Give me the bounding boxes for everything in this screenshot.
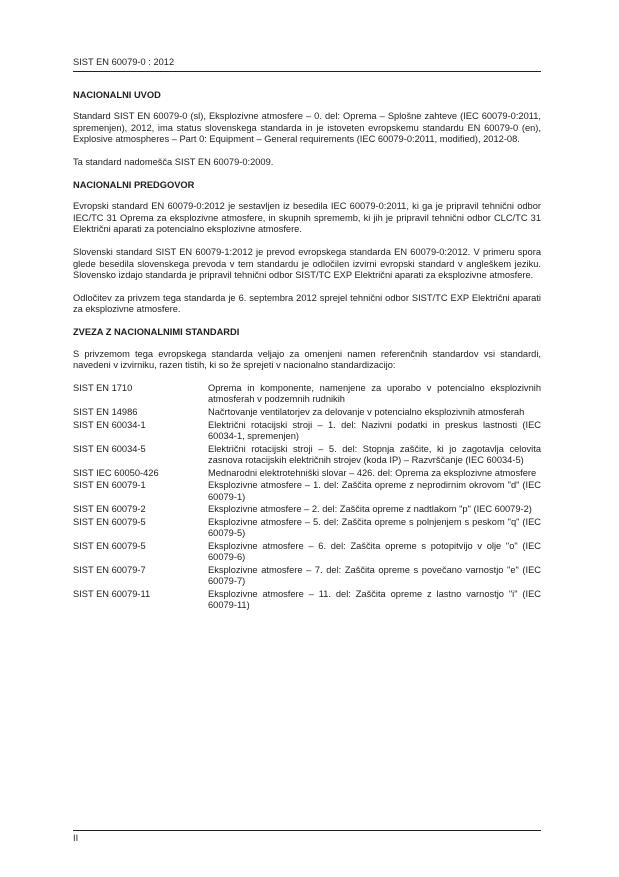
standard-code: SIST EN 1710 [73, 382, 133, 393]
paragraph: Slovenski standard SIST EN 60079-1:2012 je prevod evropskega standarda EN 60079-0:2012. V primeru spora glede besedila slovenskega prevoda v tem standardu je odločilen izvirni evropski standard v angleškem jeziku. Slovensko izdajo standarda je pripravil tehnični odbor SIST/TC EXP Električni aparati za eksplozivne atmosfere. [73, 247, 541, 280]
standard-row [73, 589, 541, 612]
standard-code: SIST EN 60079-1 [73, 480, 146, 491]
standard-description: Električni rotacijski stroji – 1. del: Nazivni podatki in preskus lastnosti (IEC 60034-1, spremenjen) [208, 419, 541, 441]
page-number: II [73, 833, 79, 843]
standard-row [73, 517, 541, 540]
standard-code: SIST EN 60079-5 [73, 540, 146, 551]
standard-code: SIST EN 60079-11 [73, 588, 151, 599]
standard-code: SIST EN 60079-7 [73, 564, 146, 575]
paragraph: Standard SIST EN 60079-0 (sl), Eksplozivne atmosfere – 0. del: Oprema – Splošne zahteve (IEC 60079-0:2011, spremenjen), 2012, ima status slovenskega standarda in je istoveten evropskemu standardu EN 60079-0 (en), Explosive atmospheres – Part 0: Equipment – General requirements (IEC 60079-0:2011, modified), 2012-08. [73, 111, 541, 145]
standard-row [73, 565, 541, 588]
standard-row [73, 504, 541, 515]
document-id: SIST EN 60079-0 : 2012 [73, 57, 541, 72]
heading-nacionalni-uvod: NACIONALNI UVOD [73, 90, 161, 100]
standard-row [73, 383, 541, 406]
standard-description: Električni rotacijski stroji – 5. del: Stopnja zaščite, ki jo zagotavlja celovita zasnova rotacijskih električnih strojev (koda IP) – Razvrščanje (IEC 60034-5) [208, 443, 541, 465]
standard-row [73, 468, 541, 479]
standard-code: SIST EN 60034-5 [73, 443, 146, 454]
heading-nacionalni-predgovor: NACIONALNI PREDGOVOR [73, 180, 195, 191]
standard-description: Eksplozivne atmosfere – 5. del: Zaščita opreme s polnjenjem s peskom "q" (IEC 60079-5) [208, 516, 541, 539]
standard-row [73, 480, 541, 503]
standard-description: Eksplozivne atmosfere – 1. del: Zaščita opreme z neprodirnim okrovom "d" (IEC 60079-1) [208, 480, 541, 502]
standards-list [73, 383, 541, 612]
standard-code: SIST EN 14986 [73, 406, 138, 417]
paragraph: S privzemom tega evropskega standarda veljajo za omenjeni namen referenčnih standardov vsi standardi, navedeni v izvirniku, razen tistih, ki so že sprejeti v nacionalno standardizacijo: [73, 348, 541, 370]
page-footer [73, 830, 541, 844]
standard-code: SIST EN 60034-1 [73, 419, 146, 430]
standard-description: Eksplozivne atmosfere – 7. del: Zaščita opreme s povečano varnostjo "e" (IEC 60079-7) [208, 564, 541, 587]
standard-row [73, 407, 541, 418]
standard-code: SIST IEC 60050-426 [73, 467, 159, 478]
standard-row [73, 444, 541, 467]
standard-description: Oprema in komponente, namenjene za uporabo v potencialno eksplozivnih atmosferah v podzemnih rudnikih [208, 382, 541, 405]
heading-zveza: ZVEZA Z NACIONALNIMI STANDARDI [73, 327, 240, 338]
paragraph: Evropski standard EN 60079-0:2012 je sestavljen iz besedila IEC 60079-0:2011, ki ga je pripravil tehnični odbor IEC/TC 31 Oprema za eksplozivne atmosfere, in skupnih sprememb, ki jih je pripravil tehnični odbor CLC/TC 31 Električni aparati za potencialno eksplozivne atmosfere. [73, 201, 541, 235]
standard-description: Eksplozivne atmosfere – 6. del: Zaščita opreme s potopitvijo v olje "o" (IEC 60079-6) [208, 540, 541, 563]
paragraph: Ta standard nadomešča SIST EN 60079-0:2009. [73, 157, 274, 168]
page-header [73, 57, 541, 72]
standard-description: Eksplozivne atmosfere – 2. del: Zaščita opreme z nadtlakom "p" (IEC 60079-2) [208, 504, 532, 515]
standard-description: Načrtovanje ventilatorjev za delovanje v potencialno eksplozivnih atmosferah [208, 406, 525, 417]
standard-description: Mednarodni elektrotehniški slovar – 426. del: Oprema za eksplozivne atmosfere [208, 467, 537, 478]
paragraph: Odločitev za privzem tega standarda je 6. septembra 2012 sprejel tehnični odbor SIST/TC EXP Električni aparati za eksplozivne atmosfere. [73, 292, 541, 315]
standard-row [73, 541, 541, 564]
standard-description: Eksplozivne atmosfere – 11. del: Zaščita opreme z lastno varnostjo "i" (IEC 60079-11) [208, 588, 541, 611]
page-content [73, 90, 541, 613]
standard-code: SIST EN 60079-5 [73, 516, 146, 527]
standard-row [73, 420, 541, 443]
standard-code: SIST EN 60079-2 [73, 504, 146, 515]
